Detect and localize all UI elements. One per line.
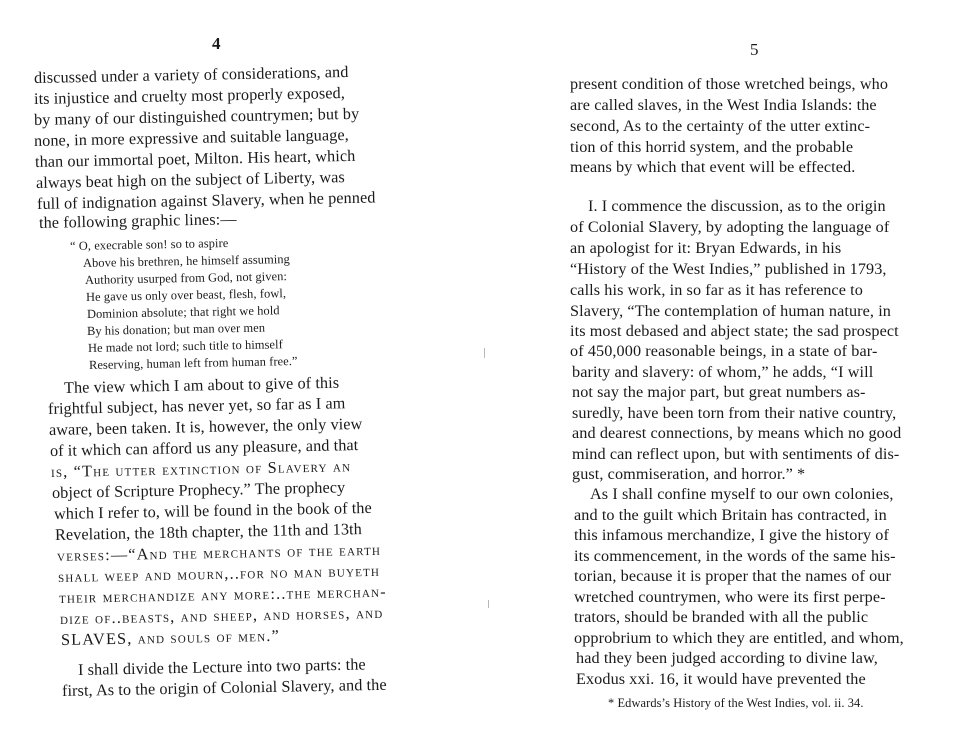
- poem-line: Reserving, human left from human free.”: [88, 353, 298, 372]
- text-line: of Colonial Slavery, by adopting the language of: [570, 218, 890, 236]
- text-line: wretched countrymen, who were its first perpe-: [574, 588, 886, 606]
- text-line: torian, because it is proper that the names of our: [574, 567, 891, 585]
- text-line: I shall divide the Lecture into two parts: the: [77, 655, 366, 679]
- text-line: trators, should be branded with all the public: [574, 608, 869, 626]
- text-line: The view which I am about to give of this: [63, 373, 340, 397]
- text-line: tion of this horrid system, and the probable: [570, 138, 854, 156]
- page-number: 5: [750, 40, 759, 59]
- gutter-mark: [488, 600, 489, 608]
- text-line: and to the guilt which Britain has contracted, in: [574, 506, 887, 524]
- text-line: by many of our distinguished countrymen; but by: [33, 104, 360, 129]
- poem-line: Authority usurped from God, not given:: [84, 269, 288, 287]
- text-line: their merchandize any more:..the merchan-: [58, 582, 387, 607]
- text-line: not say the major part, but great numbers as-: [572, 383, 866, 401]
- poem-line: He gave us only over beast, flesh, fowl,: [85, 286, 287, 304]
- text-line: SLAVES, and souls of men.”: [60, 626, 281, 649]
- poem-line: He made not lord; such title to himself: [87, 337, 283, 355]
- text-line: none, in more expressive and suitable language,: [33, 125, 349, 150]
- text-line: shall weep and mourn,..for no man buyeth: [57, 561, 381, 586]
- poem-line: By his donation; but man over men: [86, 320, 266, 338]
- text-line: “History of the West Indies,” published in 1793,: [570, 260, 887, 278]
- text-line: are called slaves, in the West India Islands: the: [570, 96, 877, 114]
- text-line: this infamous merchandize, I give the history of: [574, 526, 889, 544]
- poem-line: Above his brethren, he himself assuming: [82, 252, 291, 270]
- text-line: dize of..beasts, and sheep, and horses, and: [59, 603, 384, 628]
- text-line: Exodus xxi. 16, it would have prevented the: [576, 670, 866, 688]
- text-line: the following graphic lines:—: [38, 210, 237, 232]
- text-line: suredly, have been torn from their native country,: [572, 404, 897, 422]
- text-line: is, “The utter extinction of Slavery an: [50, 457, 352, 481]
- text-line: Slavery, “The contemplation of human nature, in: [570, 302, 892, 320]
- text-line: full of indignation against Slavery, when he penned: [36, 188, 376, 213]
- text-line: first, As to the origin of Colonial Slavery, and the: [61, 675, 387, 700]
- text-line: I. I commence the discussion, as to the origin: [588, 197, 886, 215]
- text-line: always beat high on the subject of Liberty, was: [35, 168, 346, 192]
- text-line: its commencement, in the words of the same his-: [574, 547, 896, 565]
- text-line: verses:—“And the merchants of the earth: [56, 540, 382, 565]
- text-line: calls his work, in so far as it has reference to: [570, 281, 863, 299]
- text-line: had they been judged according to divine law,: [576, 649, 878, 667]
- text-line: mind can reflect upon, but with sentiments of dis-: [572, 445, 900, 463]
- text-line: its most debased and abject state; the sad prospect: [570, 322, 899, 340]
- text-line: an apologist for it: Bryan Edwards, in his: [570, 239, 842, 257]
- text-line: and dearest connections, by means which no good: [572, 424, 902, 442]
- poem-line: Dominion absolute; that right we hold: [86, 303, 280, 321]
- text-line: Revelation, the 18th chapter, the 11th and 13th: [54, 520, 363, 544]
- poem-line: “ O, execrable son! so to aspire: [69, 235, 229, 253]
- text-line: gust, commiseration, and horror.” *: [572, 465, 806, 483]
- text-line: barity and slavery: of whom,” he adds, “I will: [572, 363, 874, 381]
- text-line: means by which that event will be effected.: [570, 158, 856, 176]
- text-line: second, As to the certainty of the utter extinc-: [570, 117, 871, 135]
- text-line: discussed under a variety of considerations, and: [33, 62, 349, 87]
- text-line: frightful subject, has never yet, so far as I am: [47, 394, 346, 418]
- text-line: of 450,000 reasonable beings, in a state of bar-: [570, 342, 878, 360]
- text-line: aware, been taken. It is, however, the only view: [48, 414, 363, 439]
- gutter-mark: [484, 348, 485, 358]
- text-line: which I refer to, will be found in the book of the: [53, 498, 372, 523]
- text-line: present condition of those wretched beings, who: [570, 75, 889, 93]
- text-line: As I shall confine myself to our own colonies,: [590, 485, 894, 503]
- footnote: * Edwards’s History of the West Indies, vol. ii. 34.: [608, 696, 864, 710]
- left-page: [0, 0, 480, 741]
- text-line: object of Scripture Prophecy.” The prophecy: [51, 478, 346, 502]
- right-page: [492, 0, 980, 741]
- text-line: than our immortal poet, Milton. His heart, which: [34, 146, 356, 171]
- page-number: 4: [212, 34, 221, 53]
- text-line: opprobrium to which they are entitled, and whom,: [574, 629, 904, 647]
- text-line: its injustice and cruelty most properly exposed,: [33, 84, 346, 108]
- text-line: of it which can afford us any pleasure, and that: [49, 436, 359, 460]
